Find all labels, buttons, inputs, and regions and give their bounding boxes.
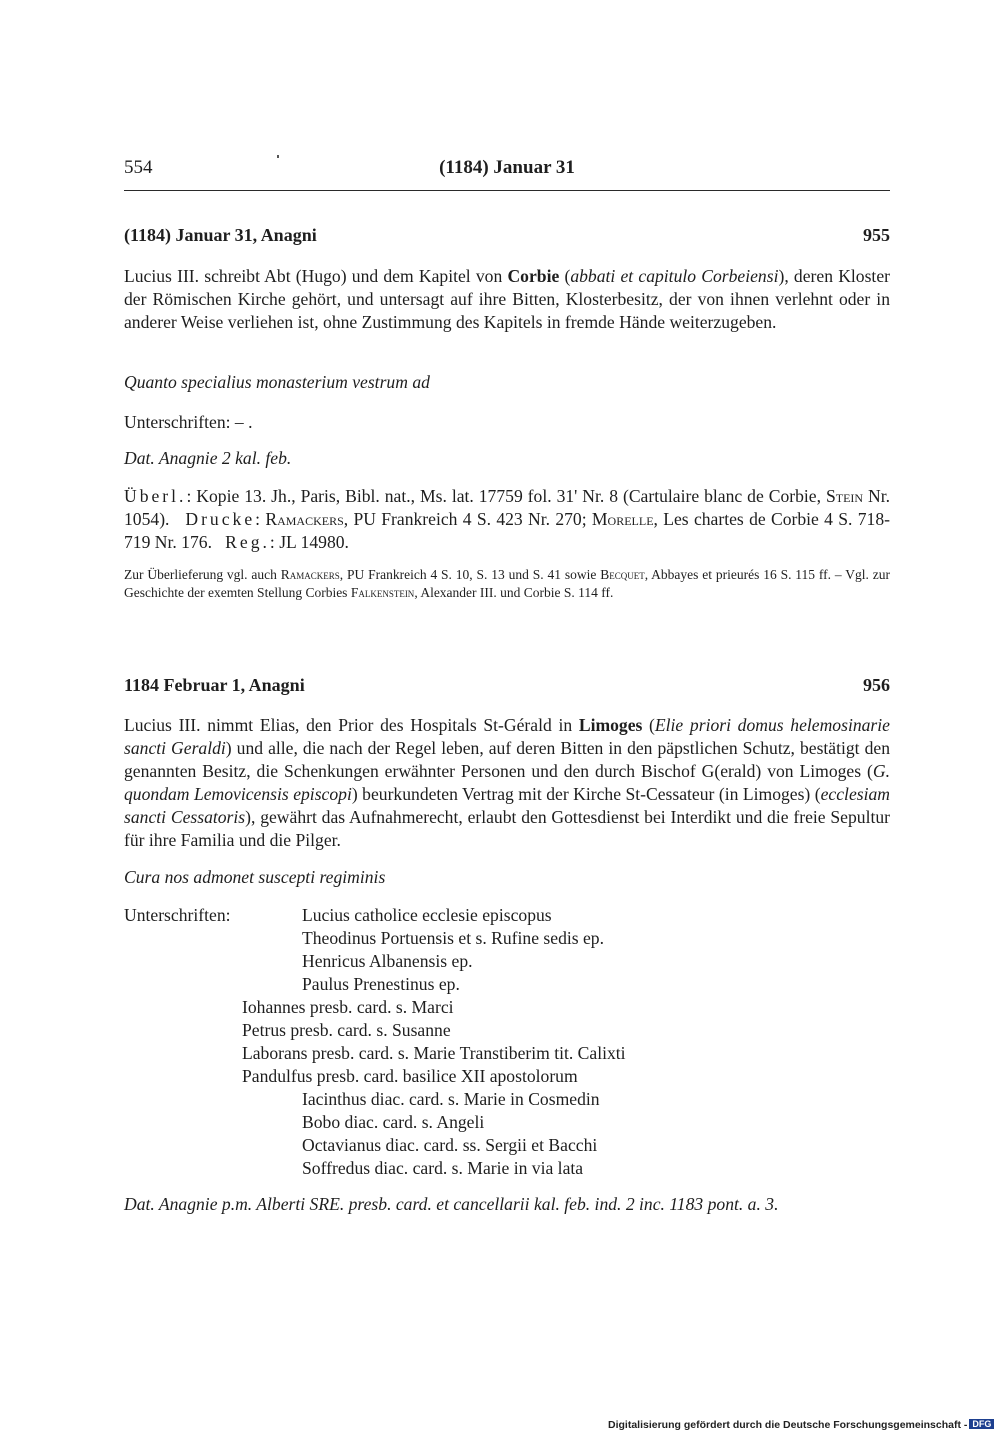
latin-quote: abbati et capitulo Corbeiensi xyxy=(570,266,779,286)
summary-text: ) und alle, die nach der Regel leben, auf deren Bitten in den päpstlichen Schutz, bestätigt den genannten Besitz, die Schenkungen erwähnter Personen und den durch Bischof G(erald) von Limoges ( xyxy=(124,738,890,781)
regest-956-dating xyxy=(124,1193,890,1216)
regest-date-place: (1184) Januar 31, Anagni xyxy=(124,225,317,245)
regest-955-dating xyxy=(124,447,890,470)
regest-955-tradition xyxy=(124,485,890,554)
regest-955-note xyxy=(124,566,890,602)
label-ueberlieferung: Überl. xyxy=(124,486,187,506)
signature-item: Paulus Prenestinus ep. xyxy=(302,974,460,994)
regest-955-signatures xyxy=(124,411,890,434)
regest-956 xyxy=(124,674,890,700)
latin-quote: ecclesiam sancti Cessatoris xyxy=(124,784,890,827)
author-name: Stein xyxy=(825,486,864,506)
regest-955-incipit xyxy=(124,371,890,394)
header-rule xyxy=(124,190,890,191)
running-head xyxy=(124,157,890,185)
footer-text: Digitalisierung gefördert durch die Deutsche Forschungsgemeinschaft - xyxy=(608,1419,968,1431)
regest-summary xyxy=(124,265,890,334)
signatures-label: Unterschriften: xyxy=(124,905,231,925)
author-name: Becquet xyxy=(600,567,645,582)
regest-956-incipit xyxy=(124,866,890,889)
commentary-note xyxy=(124,566,890,602)
signatures-line: Unterschriften: – . xyxy=(124,412,253,432)
tradition-text: , Les chartes de Corbie 4 S. 718-719 Nr. 176. xyxy=(124,509,890,552)
regest-number: 955 xyxy=(863,225,890,245)
signature-item: Lucius catholice ecclesie episcopus xyxy=(302,905,552,925)
tradition-text: , PU Frankreich 4 S. 423 Nr. 270; xyxy=(343,509,592,529)
author-name: Ramackers xyxy=(280,567,340,582)
signature-item: Petrus presb. card. s. Susanne xyxy=(242,1020,451,1040)
regest-summary xyxy=(124,714,890,852)
tradition-text: Nr. 1054). xyxy=(124,486,891,529)
signature-item: Bobo diac. card. s. Angeli xyxy=(302,1112,485,1132)
regest-956-summary xyxy=(124,714,890,852)
note-text: , Alexander III. und Corbie S. 114 ff. xyxy=(414,585,614,600)
regest-date-place: 1184 Februar 1, Anagni xyxy=(124,675,305,695)
regest-number: 956 xyxy=(863,675,890,695)
running-title: (1184) Januar 31 xyxy=(439,157,575,178)
incipit: Quanto specialius monasterium vestrum ad xyxy=(124,372,430,392)
summary-text: ), deren Kloster der Römischen Kirche gehört, und untersagt auf ihre Bitten, Klosterbesitz, der von ihnen verlehnt oder in anderer Weise verliehen ist, ohne Zustimmung des Kapitels in fremde Hände weiterzugeben. xyxy=(124,266,890,332)
regest-955 xyxy=(124,224,890,250)
tradition-text: : JL 14980. xyxy=(269,532,349,552)
signature-item: Pandulfus presb. card. basilice XII apostolorum xyxy=(242,1066,578,1086)
regest-956-signatures xyxy=(124,904,890,1184)
page-number: 554 xyxy=(124,157,153,178)
signature-item: Henricus Albanensis ep. xyxy=(302,951,473,971)
place-name: Corbie xyxy=(507,266,560,286)
author-name: Ramackers xyxy=(265,509,344,529)
regest-heading xyxy=(124,674,890,700)
dating-line: Dat. Anagnie p.m. Alberti SRE. presb. card. et cancellarii kal. feb. ind. 2 inc. 1183 pont. a. 3. xyxy=(124,1194,779,1214)
dating-line: Dat. Anagnie 2 kal. feb. xyxy=(124,448,292,468)
funding-footer xyxy=(608,1419,994,1431)
summary-text: ( xyxy=(559,266,571,286)
dfg-logo: DFG xyxy=(969,1419,994,1429)
note-text: Zur Überlieferung vgl. auch xyxy=(124,567,281,582)
signature-item: Theodinus Portuensis et s. Rufine sedis ep. xyxy=(302,928,604,948)
tradition-apparatus xyxy=(124,485,890,554)
summary-text: ( xyxy=(642,715,655,735)
label-regesten: Reg. xyxy=(225,532,270,552)
note-text: , Abbayes et prieurés 16 S. 115 ff. – Vgl. zur Geschichte der exemten Stellung Corbies xyxy=(124,567,890,600)
signature-item: Octavianus diac. card. ss. Sergii et Bacchi xyxy=(302,1135,598,1155)
place-name: Limoges xyxy=(578,715,643,735)
signature-item: Iohannes presb. card. s. Marci xyxy=(242,997,454,1017)
summary-text: ), gewährt das Aufnahmerecht, erlaubt den Gottesdienst bei Interdikt und die freie Sepultur für ihre Familia und die Pilger. xyxy=(124,807,891,850)
incipit: Cura nos admonet suscepti regiminis xyxy=(124,867,386,887)
note-text: , PU Frankreich 4 S. 10, S. 13 und S. 41 sowie xyxy=(339,567,601,582)
latin-quote: G. quondam Lemovicensis episcopi xyxy=(124,761,890,804)
signature-item: Soffredus diac. card. s. Marie in via lata xyxy=(302,1158,584,1178)
tradition-text: : xyxy=(255,509,266,529)
regest-955-summary xyxy=(124,265,890,334)
summary-text: Lucius III. schreibt Abt (Hugo) und dem Kapitel von xyxy=(124,266,508,286)
signature-item: Laborans presb. card. s. Marie Transtiberim tit. Calixti xyxy=(242,1043,626,1063)
summary-text: ) beurkundeten Vertrag mit der Kirche St-Cessateur (in Limoges) ( xyxy=(351,784,821,804)
summary-text: Lucius III. nimmt Elias, den Prior des Hospitals St-Gérald in xyxy=(124,715,579,735)
latin-quote: Elie priori domus helemosinarie sancti Geraldi xyxy=(124,715,890,758)
tradition-text: : Kopie 13. Jh., Paris, Bibl. nat., Ms. lat. 17759 fol. 31' Nr. 8 (Cartulaire blanc de Corbie, xyxy=(186,486,826,506)
author-name: Morelle xyxy=(591,509,654,529)
regest-heading xyxy=(124,224,890,250)
signature-item: Iacinthus diac. card. s. Marie in Cosmedin xyxy=(302,1089,600,1109)
author-name: Falkenstein xyxy=(350,585,415,600)
label-drucke: Drucke xyxy=(185,509,256,529)
